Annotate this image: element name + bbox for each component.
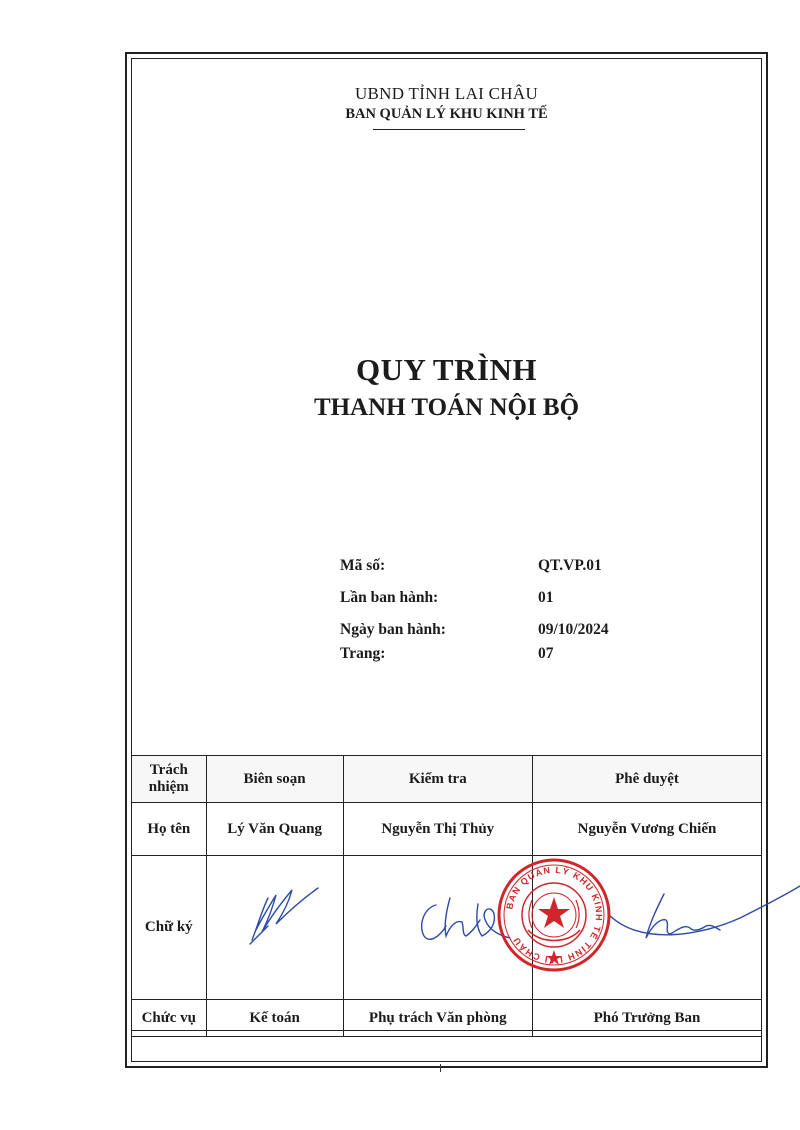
- row-label-fullname: Họ tên: [132, 803, 207, 856]
- header-approved-by: Phê duyệt: [532, 756, 761, 803]
- checker-position: Phụ trách Văn phòng: [343, 1000, 532, 1037]
- seal-text: BAN QUẢN LÝ KHU KINH TẾ TỈNH LAI CHÂU: [504, 864, 605, 966]
- official-seal: [499, 860, 609, 970]
- checker-signature: [422, 898, 510, 939]
- approver-signature: [608, 886, 800, 938]
- compiler-signature: [250, 888, 318, 944]
- approver-name: Nguyễn Vương Chiến: [532, 803, 761, 856]
- pages-value: 07: [538, 645, 554, 662]
- issue-number-label: Lần ban hành:: [340, 589, 439, 606]
- checker-name: Nguyễn Thị Thủy: [343, 803, 532, 856]
- code-label: Mã số:: [340, 557, 386, 574]
- approver-position: Phó Trưởng Ban: [532, 1000, 761, 1037]
- compiler-name: Lý Văn Quang: [206, 803, 343, 856]
- document-subtitle: THANH TOÁN NỘI BỘ: [313, 394, 580, 421]
- compiler-position: Kế toán: [206, 1000, 343, 1037]
- code-value: QT.VP.01: [538, 557, 602, 574]
- department-name: BAN QUẢN LÝ KHU KINH TẾ: [345, 106, 548, 122]
- header-responsibility: Trách nhiệm: [132, 756, 207, 803]
- header-checked-by: Kiểm tra: [343, 756, 532, 803]
- issue-date-value: 09/10/2024: [538, 621, 609, 638]
- agency-name: UBND TỈNH LAI CHÂU: [354, 84, 539, 103]
- document-title: QUY TRÌNH: [355, 352, 538, 387]
- issue-date-label: Ngày ban hành:: [340, 621, 446, 638]
- row-label-signature: Chữ ký: [132, 856, 207, 1000]
- row-label-position: Chức vụ: [132, 1000, 207, 1037]
- header-compiled-by: Biên soạn: [206, 756, 343, 803]
- pages-label: Trang:: [340, 645, 386, 662]
- issue-number-value: 01: [538, 589, 554, 606]
